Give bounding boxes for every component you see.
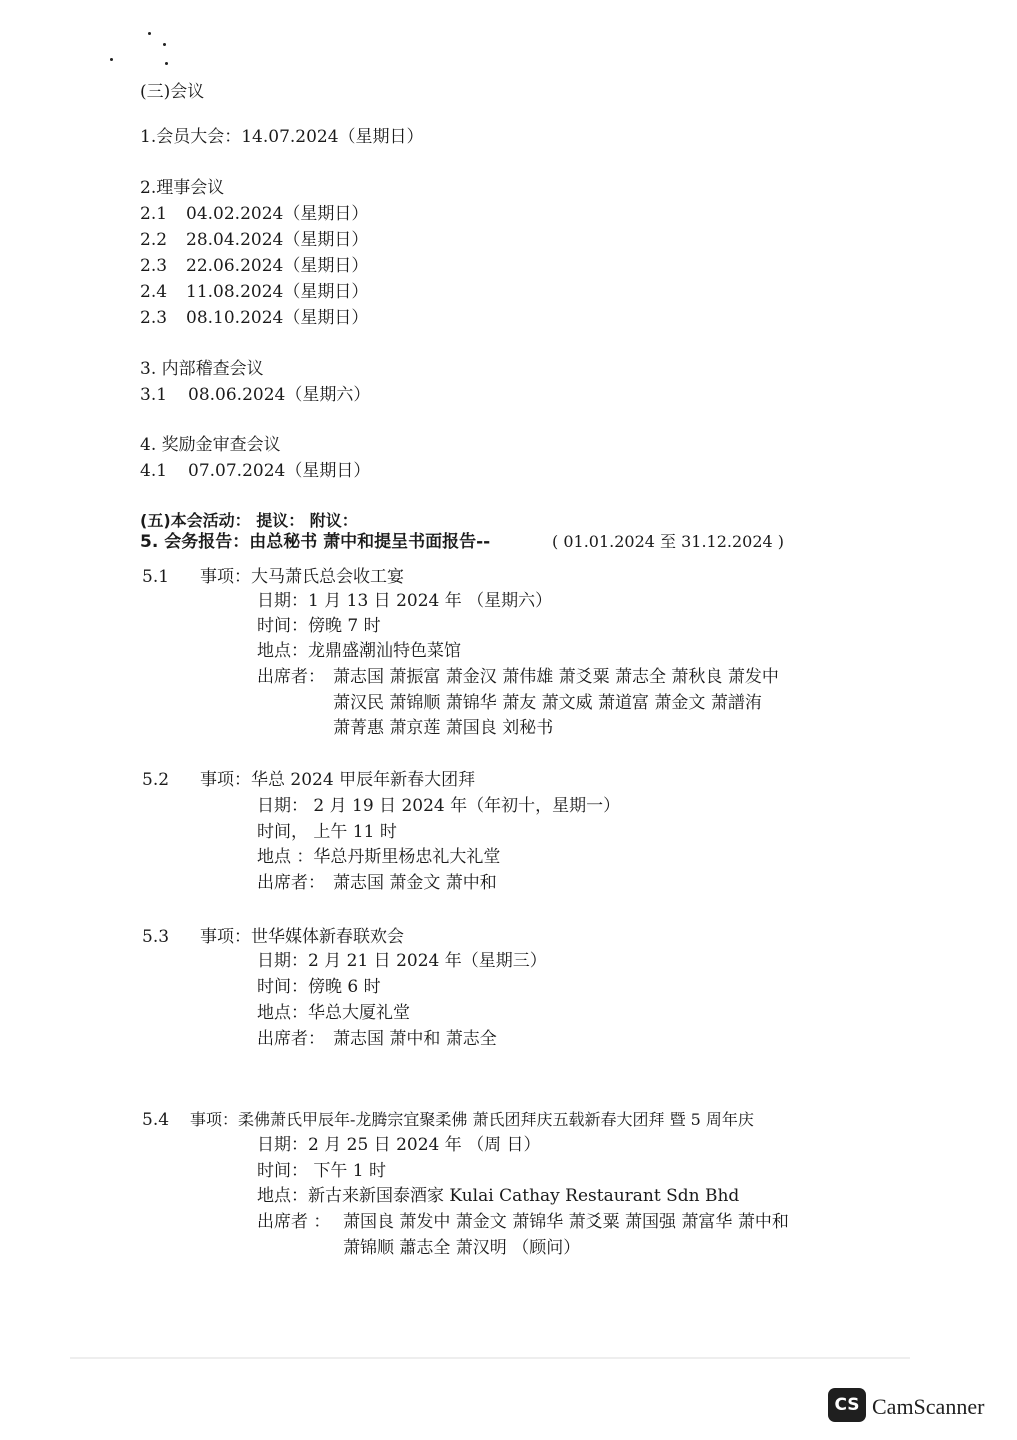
award-no: 4.1	[140, 461, 168, 481]
event-date: 日期：1 月 13 日 2024 年 （星期六）	[257, 591, 553, 611]
award-title: 4. 奖励金审查会议	[140, 435, 281, 455]
event-item: 事项：大马萧氏总会收工宴	[200, 567, 404, 587]
award-date: 07.07.2024（星期日）	[188, 461, 371, 481]
event-date: 日期： 2 月 19 日 2024 年（年初十，星期一）	[257, 796, 621, 816]
scan-shadow-line	[70, 1357, 910, 1359]
event-no: 5.3	[142, 927, 170, 947]
board-title: 2.理事会议	[140, 178, 225, 198]
attendees-line: 萧国良 萧发中 萧金文 萧锦华 萧爻粟 萧国强 萧富华 萧中和	[343, 1212, 789, 1232]
event-item: 事项：柔佛萧氏甲辰年-龙腾宗宜聚柔佛 萧氏团拜庆五载新春大团拜 暨 5 周年庆	[190, 1110, 754, 1129]
event-time: 时间：傍晚 7 时	[257, 616, 381, 636]
event-place: 地点：华总大厦礼堂	[257, 1003, 410, 1023]
scan-speck	[165, 62, 168, 65]
event-time: 时间： 下午 1 时	[257, 1161, 387, 1181]
board-date: 08.10.2024（星期日）	[186, 308, 369, 328]
attendees-line: 萧菁惠 萧京莲 萧国良 刘秘书	[333, 718, 554, 738]
board-date: 22.06.2024（星期日）	[186, 256, 369, 276]
event-place: 地点：新古来新国泰酒家 Kulai Cathay Restaurant Sdn Bhd	[257, 1186, 740, 1206]
attendees-label: 出席者 ：	[257, 1212, 331, 1232]
report-period: ( 01.01.2024 至 31.12.2024 )	[552, 532, 785, 551]
event-no: 5.1	[142, 567, 170, 587]
scan-speck	[148, 32, 151, 35]
activities-title: (五)本会活动： 提议： 附议：	[140, 511, 358, 530]
attendees-line: 萧志国 萧中和 萧志全	[333, 1029, 497, 1049]
board-no: 2.2	[140, 230, 168, 250]
attendees-line: 萧汉民 萧锦顺 萧锦华 萧友 萧文威 萧道富 萧金文 萧譜洧	[333, 693, 762, 713]
event-time: 时间， 上午 11 时	[257, 822, 397, 842]
board-no: 2.4	[140, 282, 168, 302]
event-item: 事项：华总 2024 甲辰年新春大团拜	[200, 770, 476, 790]
event-place: 地点：龙鼎盛潮汕特色菜馆	[257, 641, 461, 661]
board-no: 2.3	[140, 256, 168, 276]
board-date: 28.04.2024（星期日）	[186, 230, 369, 250]
event-no: 5.4	[142, 1110, 170, 1130]
audit-title: 3. 内部稽查会议	[140, 359, 264, 379]
board-date: 11.08.2024（星期日）	[186, 282, 369, 302]
report-heading: 5. 会务报告：由总秘书 萧中和提呈书面报告--	[140, 532, 491, 552]
attendees-label: 出席者：	[257, 1029, 325, 1049]
event-place: 地点 ：华总丹斯里杨忠礼大礼堂	[257, 847, 501, 867]
event-no: 5.2	[142, 770, 170, 790]
attendees-label: 出席者：	[257, 873, 325, 893]
event-time: 时间：傍晚 6 时	[257, 977, 381, 997]
camscanner-watermark: CamScanner	[872, 1394, 985, 1419]
audit-no: 3.1	[140, 385, 168, 405]
scan-speck	[163, 43, 166, 46]
event-date: 日期：2 月 25 日 2024 年 （周 日）	[257, 1135, 541, 1155]
camscanner-logo-icon: CS	[828, 1388, 866, 1422]
board-no: 2.1	[140, 204, 168, 224]
meetings-title: (三)会议	[140, 82, 205, 102]
board-date: 04.02.2024（星期日）	[186, 204, 369, 224]
event-date: 日期：2 月 21 日 2024 年（星期三）	[257, 951, 547, 971]
audit-date: 08.06.2024（星期六）	[188, 385, 371, 405]
attendees-line: 萧志国 萧金文 萧中和	[333, 873, 497, 893]
attendees-line: 萧志国 萧振富 萧金汉 萧伟雄 萧爻粟 萧志全 萧秋良 萧发中	[333, 667, 779, 687]
event-item: 事项：世华媒体新春联欢会	[200, 927, 404, 947]
board-no: 2.3	[140, 308, 168, 328]
attendees-label: 出席者：	[257, 667, 325, 687]
scan-speck	[110, 58, 113, 61]
attendees-line: 萧锦顺 蕭志全 萧汉明 （顾问）	[343, 1238, 581, 1258]
agm-line: 1.会员大会：14.07.2024（星期日）	[140, 127, 424, 147]
